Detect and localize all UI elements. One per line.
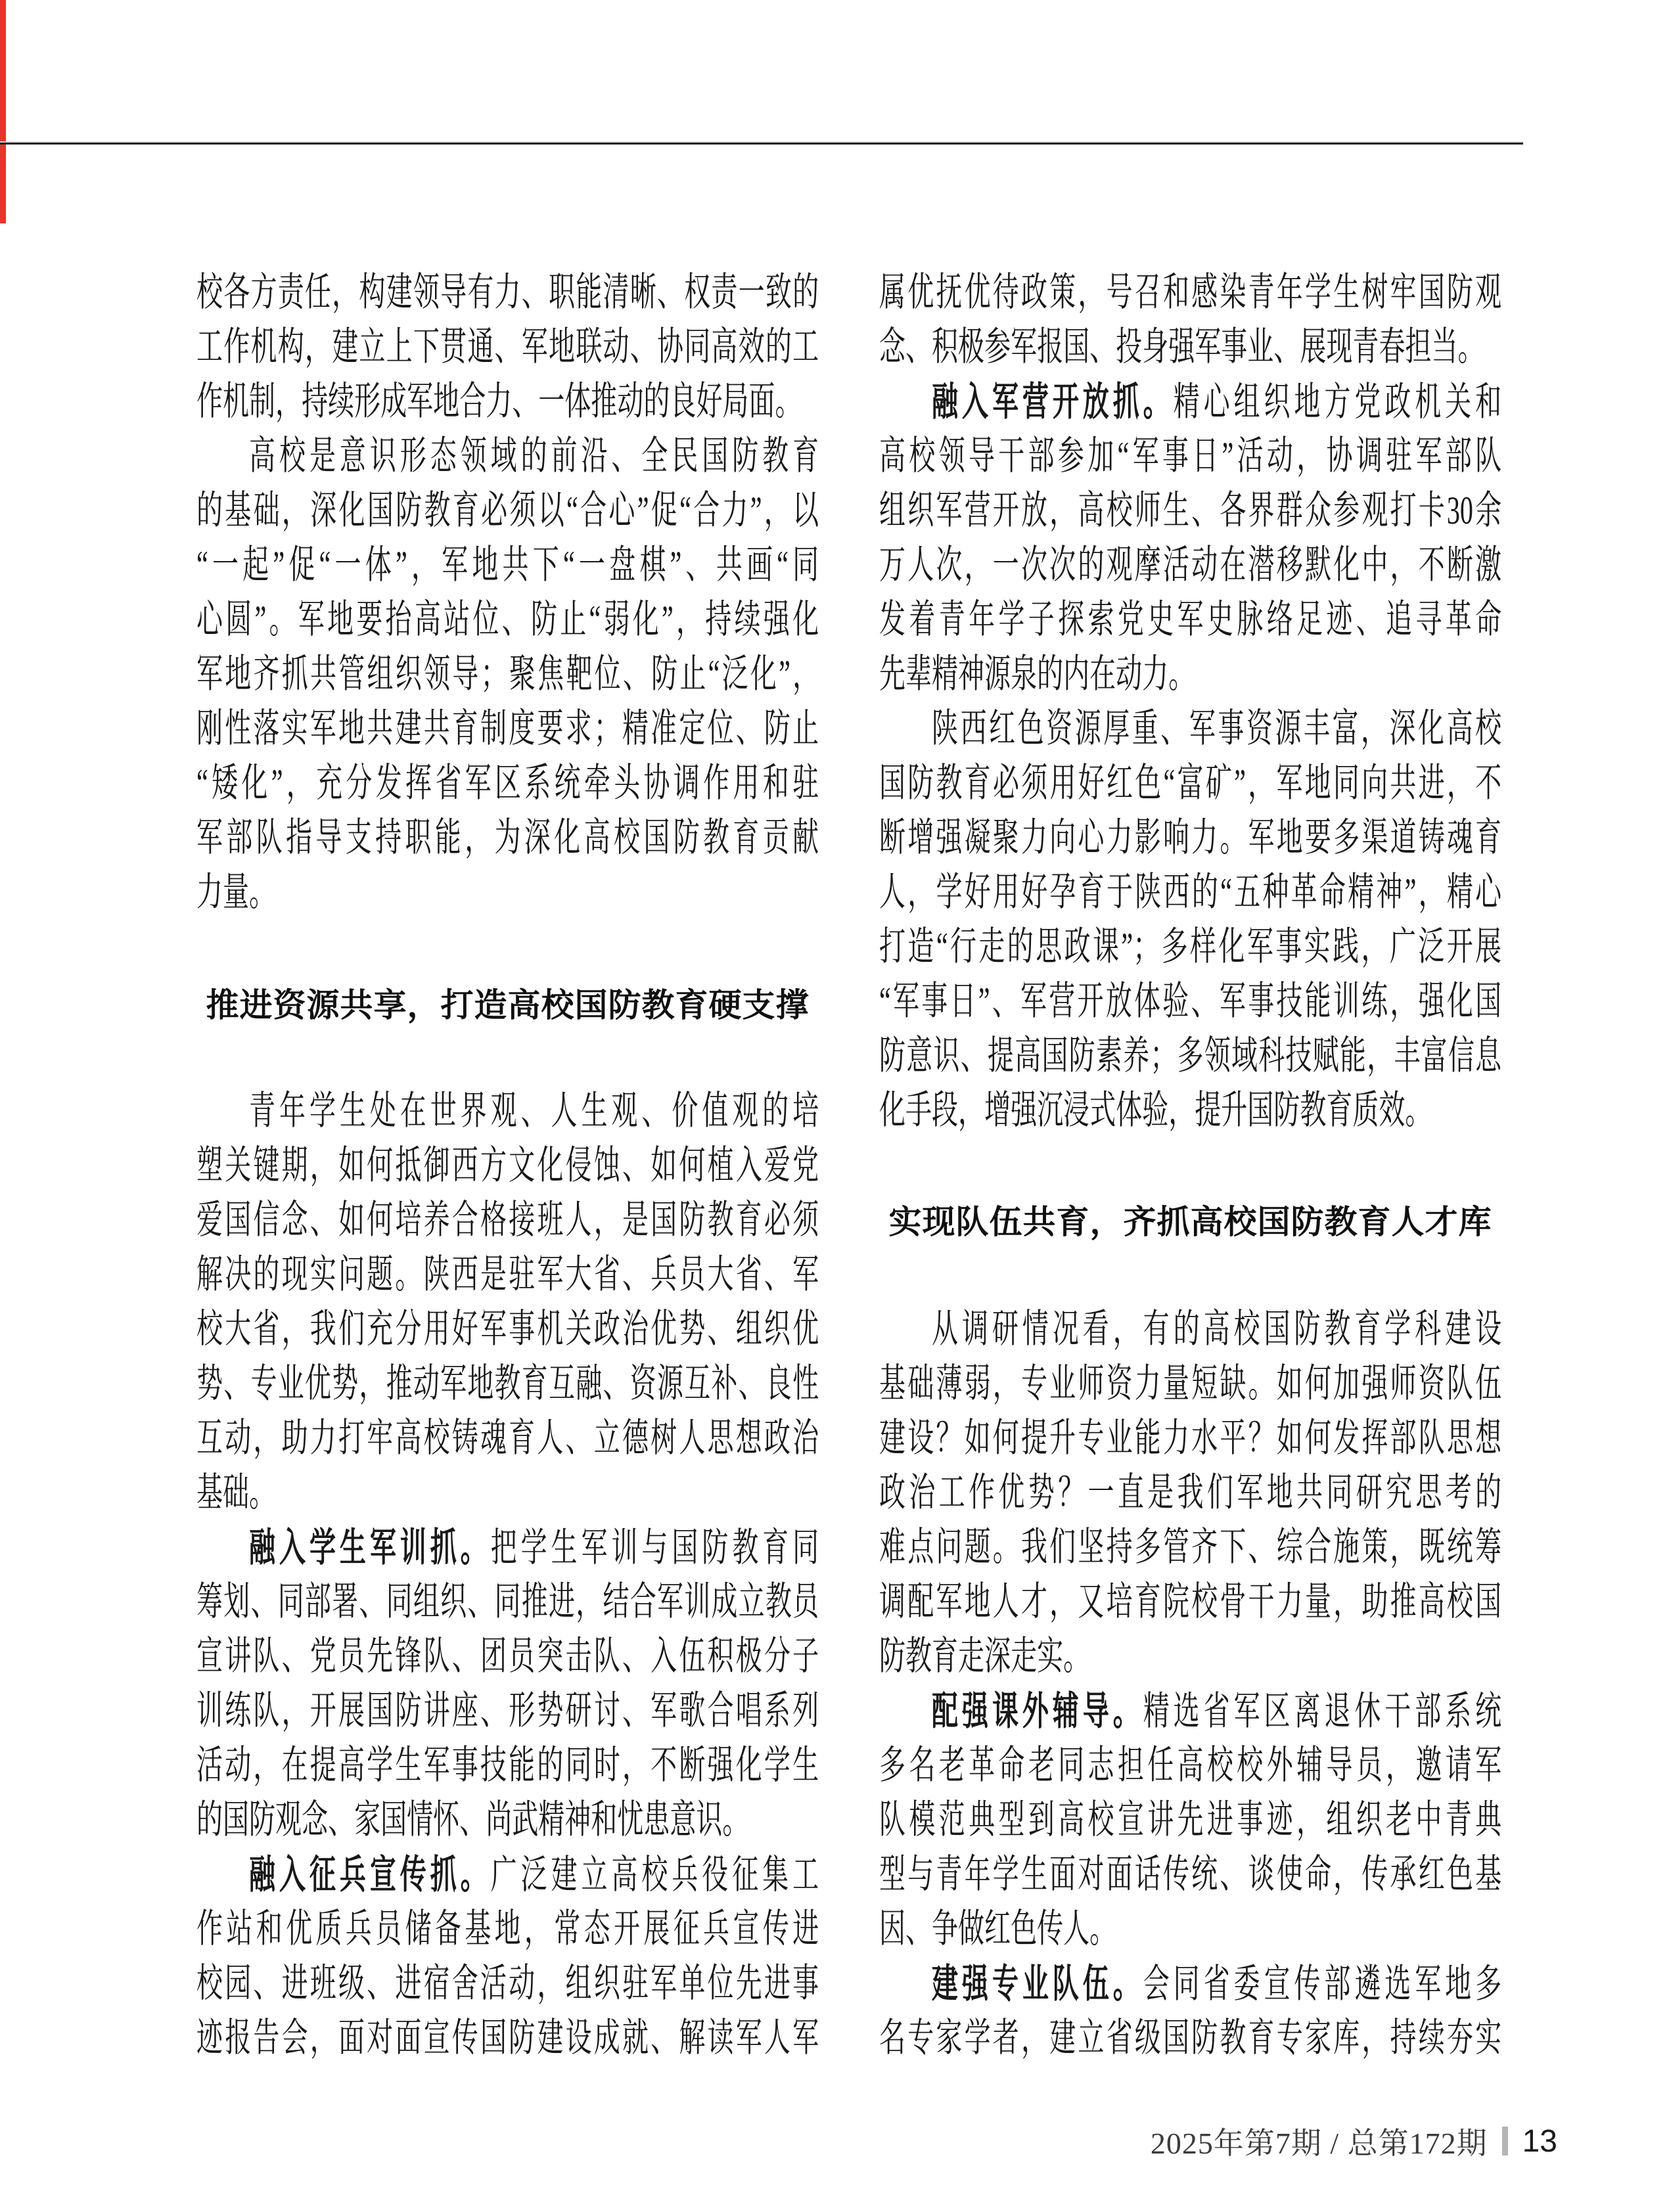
text-line: 从调研情况看，有的高校国防教育学科建设 bbox=[932, 1307, 1502, 1351]
right-column-block-1 bbox=[879, 265, 1501, 1138]
text-line: 防教育走深走实。 bbox=[879, 1635, 1090, 1678]
run-in-heading: 融入学生军训抓。 bbox=[249, 1525, 491, 1569]
text-line bbox=[879, 374, 1501, 429]
text-line: 基础。 bbox=[196, 1471, 276, 1514]
run-in-heading: 融入军营开放抓。 bbox=[932, 380, 1174, 424]
line-text: 把学生军训与国防教育同 bbox=[490, 1526, 819, 1569]
text-line: 防意识、提高国防素养；多领域科技赋能，丰富信息 bbox=[879, 1034, 1502, 1077]
text-line: 型与青年学生面对面话传统、谈使命，传承红色基 bbox=[879, 1853, 1502, 1896]
text-line: 校园、进班级、进宿舍活动，组织驻军单位先进事 bbox=[196, 1962, 819, 2005]
text-line: 因、争做红色传人。 bbox=[879, 1907, 1116, 1951]
text-line: 宣讲队、党员先锋队、团员突击队、入伍积极分子 bbox=[196, 1635, 819, 1678]
text-line: 迹报告会，面对面宣传国防建设成就、解读军人军 bbox=[196, 2016, 819, 2060]
line-text: 会同省委宣传部遴选军地多 bbox=[1143, 1962, 1502, 2006]
text-line: 军部队指导支持职能，为深化高校国防教育贡献 bbox=[196, 816, 819, 859]
text-line: 的国防观念、家国情怀、尚武精神和忧患意识。 bbox=[196, 1798, 749, 1841]
text-line: 队模范典型到高校宣讲先进事迹，组织老中青典 bbox=[879, 1798, 1502, 1841]
text-line: 爱国信念、如何培养合格接班人，是国防教育必须 bbox=[196, 1198, 819, 1242]
line-text: 精选省军区离退休干部系统 bbox=[1143, 1690, 1502, 1733]
footer-separator-bar bbox=[1502, 2127, 1508, 2156]
text-line: 军地齐抓共管组织领导；聚焦靶位、防止“泛化”， bbox=[196, 652, 819, 696]
text-line: 人，学好用好孕育于陕西的“五种革命精神”，精心 bbox=[879, 870, 1502, 914]
left-column-block-1 bbox=[196, 265, 819, 920]
text-line: 基础薄弱，专业师资力量短缺。如何加强师资队伍 bbox=[879, 1362, 1502, 1405]
text-line: 属优抚优待政策，号召和感染青年学生树牢国防观 bbox=[879, 271, 1502, 314]
text-line: 刚性落实军地共建共育制度要求；精准定位、防止 bbox=[196, 707, 819, 750]
run-in-heading: 建强专业队伍。 bbox=[932, 1962, 1143, 2006]
text-line: 打造“行走的思政课”；多样化军事实践，广泛开展 bbox=[879, 925, 1502, 968]
top-horizontal-rule bbox=[0, 141, 1523, 145]
text-line: 训练队，开展国防讲座、形势研讨、军歌合唱系列 bbox=[196, 1689, 819, 1732]
text-line: 塑关键期，如何抵御西方文化侵蚀、如何植入爱党 bbox=[196, 1144, 819, 1187]
text-line: 念、积极参军报国、投身强军事业、展现青春担当。 bbox=[879, 325, 1484, 369]
line-text: 精心组织地方党政机关和 bbox=[1173, 380, 1502, 424]
right-column-block-2 bbox=[879, 1302, 1501, 2065]
text-line: 工作机构，建立上下贯通、军地联动、协同高效的工 bbox=[196, 325, 819, 369]
text-line: 力量。 bbox=[196, 870, 276, 914]
text-line: “一起”促“一体”，军地共下“一盘棋”、共画“同 bbox=[196, 543, 819, 587]
section-heading-right: 实现队伍共育，齐抓高校国防教育人才库 bbox=[888, 1204, 1492, 1240]
text-line: 作站和优质兵员储备基地，常态开展征兵宣传进 bbox=[196, 1907, 819, 1951]
text-line bbox=[879, 1684, 1501, 1738]
text-line: 万人次，一次次的观摩活动在潜移默化中，不断激 bbox=[879, 543, 1502, 587]
page-footer bbox=[1151, 2119, 1557, 2163]
text-line: 建设？如何提升专业能力水平？如何发挥部队思想 bbox=[879, 1416, 1502, 1460]
rule-line bbox=[0, 143, 1523, 145]
text-line: 多名老革命老同志担任高校校外辅导员，邀请军 bbox=[879, 1744, 1502, 1787]
line-text: 广泛建立高校兵役征集工 bbox=[490, 1853, 819, 1897]
text-line: 高校是意识形态领域的前沿、全民国防教育 bbox=[249, 434, 819, 478]
text-line: 名专家学者，建立省级国防教育专家库，持续夯实 bbox=[879, 2016, 1502, 2060]
text-line: 难点问题。我们坚持多管齐下、综合施策，既统筹 bbox=[879, 1525, 1502, 1569]
left-column-block-2 bbox=[196, 1084, 819, 2065]
text-line: “矮化”，充分发挥省军区系统牵头协调作用和驻 bbox=[196, 761, 819, 805]
run-in-heading: 融入征兵宣传抓。 bbox=[249, 1853, 491, 1897]
text-line: 解决的现实问题。陕西是驻军大省、兵员大省、军 bbox=[196, 1253, 819, 1296]
text-line: 校各方责任，构建领导有力、职能清晰、权责一致的 bbox=[196, 271, 819, 314]
run-in-heading: 配强课外辅导。 bbox=[932, 1689, 1143, 1733]
text-line: 互动，助力打牢高校铸魂育人、立德树人思想政治 bbox=[196, 1416, 819, 1460]
section-heading-left: 推进资源共享，打造高校国防教育硬支撑 bbox=[206, 987, 810, 1024]
text-line: 活动，在提高学生军事技能的同时，不断强化学生 bbox=[196, 1744, 819, 1787]
text-line: 的基础，深化国防教育必须以“合心”促“合力”，以 bbox=[196, 489, 819, 532]
text-line: 作机制，持续形成军地合力、一体推动的良好局面。 bbox=[196, 380, 802, 423]
text-line: 组织军营开放，高校师生、各界群众参观打卡30余 bbox=[879, 489, 1502, 532]
text-line: 发着青年学子探索党史军史脉络足迹、追寻革命 bbox=[879, 598, 1502, 641]
text-line: 心圆”。军地要抬高站位、防止“弱化”，持续强化 bbox=[196, 598, 819, 641]
text-line: 校大省，我们充分用好军事机关政治优势、组织优 bbox=[196, 1307, 819, 1351]
text-line: 筹划、同部署、同组织、同推进，结合军训成立教员 bbox=[196, 1580, 819, 1623]
text-line: 国防教育必须用好红色“富矿”，军地同向共进，不 bbox=[879, 761, 1502, 805]
text-line: “军事日”、军营开放体验、军事技能训练，强化国 bbox=[879, 980, 1502, 1023]
text-line bbox=[879, 1956, 1501, 2011]
text-line bbox=[196, 1847, 819, 1902]
text-line: 政治工作优势？一直是我们军地共同研究思考的 bbox=[879, 1471, 1502, 1514]
red-accent-bar bbox=[0, 0, 6, 223]
page-number: 13 bbox=[1522, 2123, 1557, 2159]
text-line: 断增强凝聚力向心力影响力。军地要多渠道铸魂育 bbox=[879, 816, 1502, 859]
text-line: 陕西红色资源厚重、军事资源丰富，深化高校 bbox=[932, 707, 1502, 750]
text-line: 势、专业优势，推动军地教育互融、资源互补、良性 bbox=[196, 1362, 819, 1405]
text-line: 化手段，增强沉浸式体验，提升国防教育质效。 bbox=[879, 1089, 1432, 1132]
text-line: 先辈精神源泉的内在动力。 bbox=[879, 652, 1195, 696]
text-line: 高校领导干部参加“军事日”活动，协调驻军部队 bbox=[879, 434, 1502, 478]
text-line: 调配军地人才，又培育院校骨干力量，助推高校国 bbox=[879, 1580, 1502, 1623]
text-line bbox=[196, 1520, 819, 1575]
text-line: 青年学生处在世界观、人生观、价值观的培 bbox=[249, 1089, 819, 1133]
issue-info: 2025年第7期 / 总第172期 bbox=[1150, 2127, 1488, 2160]
